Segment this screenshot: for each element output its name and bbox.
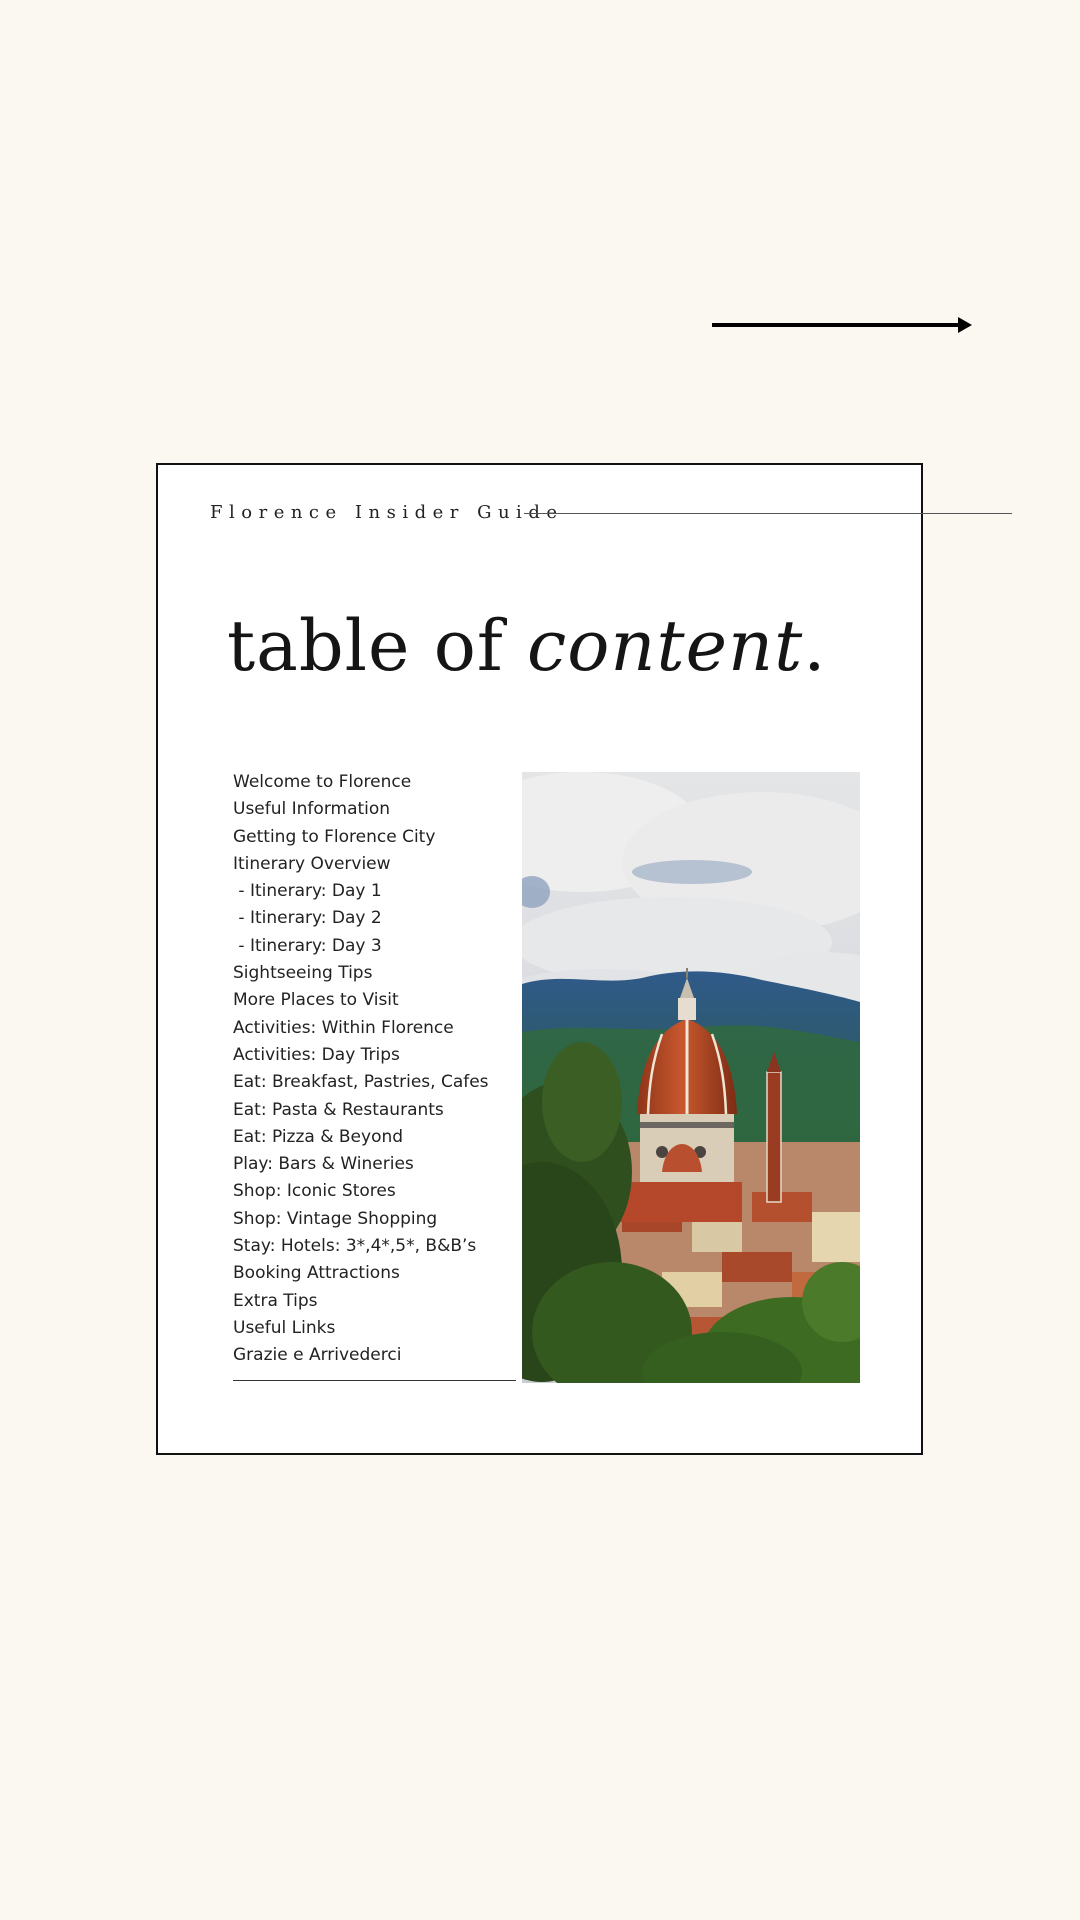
toc-item-activities-day-trips[interactable]: Activities: Day Trips [233, 1044, 400, 1065]
title-dot: . [803, 605, 827, 687]
toc-item-play-bars[interactable]: Play: Bars & Wineries [233, 1154, 414, 1175]
toc-item-itinerary-day-1[interactable]: - Itinerary: Day 1 [233, 881, 382, 902]
page-title [227, 605, 827, 687]
toc-item-booking-attractions[interactable]: Booking Attractions [233, 1263, 400, 1284]
toc-item-itinerary-day-2[interactable]: - Itinerary: Day 2 [233, 908, 382, 929]
title-plain: table of [227, 605, 528, 687]
toc-item-welcome[interactable]: Welcome to Florence [233, 772, 412, 792]
toc-item-stay-hotels[interactable]: Stay: Hotels: 3*,4*,5*, B&B’s [233, 1236, 477, 1257]
toc-item-eat-breakfast[interactable]: Eat: Breakfast, Pastries, Cafes [233, 1072, 489, 1093]
document-page [156, 463, 923, 1455]
toc-item-extra-tips[interactable]: Extra Tips [233, 1290, 318, 1311]
title-italic: content [527, 605, 804, 687]
toc-item-sightseeing-tips[interactable]: Sightseeing Tips [233, 963, 373, 984]
toc-item-shop-vintage[interactable]: Shop: Vintage Shopping [233, 1208, 438, 1229]
toc-item-shop-iconic[interactable]: Shop: Iconic Stores [233, 1181, 396, 1202]
toc-item-more-places[interactable]: More Places to Visit [233, 990, 399, 1011]
toc-item-activities-within[interactable]: Activities: Within Florence [233, 1017, 454, 1038]
florence-duomo-photo [522, 772, 860, 1383]
guide-title: Florence Insider Guide [210, 502, 564, 523]
arrow-right-icon[interactable] [712, 314, 974, 336]
toc-divider [233, 1380, 516, 1381]
header-divider [524, 513, 1012, 514]
toc-item-itinerary-day-3[interactable]: - Itinerary: Day 3 [233, 935, 382, 956]
toc-item-grazie[interactable]: Grazie e Arrivederci [233, 1345, 402, 1366]
toc-item-getting-to-florence[interactable]: Getting to Florence City [233, 826, 436, 847]
toc-item-itinerary-overview[interactable]: Itinerary Overview [233, 853, 391, 874]
toc-item-useful-links[interactable]: Useful Links [233, 1317, 336, 1338]
toc-item-eat-pasta[interactable]: Eat: Pasta & Restaurants [233, 1099, 444, 1120]
guide-header [210, 502, 564, 523]
toc-list [233, 769, 489, 1370]
toc-item-eat-pizza[interactable]: Eat: Pizza & Beyond [233, 1126, 404, 1147]
toc-item-useful-information[interactable]: Useful Information [233, 799, 391, 820]
